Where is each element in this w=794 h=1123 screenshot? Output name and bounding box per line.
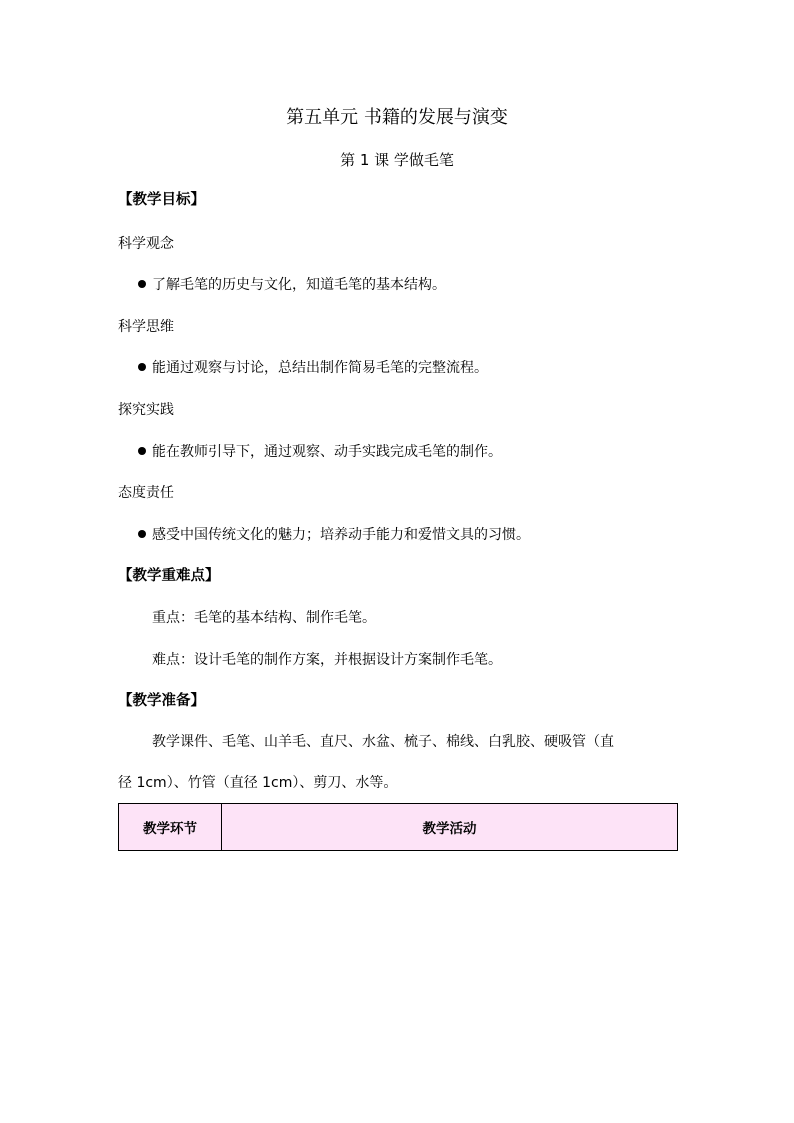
key-points-heading: 【教学重难点】 [118,568,220,584]
objectives-heading: 【教学目标】 [118,192,205,208]
objective-text: 感受中国传统文化的魅力；培养动手能力和爱惜文具的习惯。 [152,527,530,543]
lesson-plan-table [118,803,678,851]
objective-text: 能通过观察与讨论，总结出制作简易毛笔的完整流程。 [152,360,488,376]
preparation-text-line-1: 教学课件、毛笔、山羊毛、直尺、水盆、梳子、棉线、白乳胶、硬吸管（直 [152,734,614,750]
table-header-activity: 教学活动 [222,804,678,851]
bullet-dot-icon [138,447,146,455]
preparation-heading: 【教学准备】 [118,693,205,709]
key-point-focus: 重点：毛笔的基本结构、制作毛笔。 [152,610,376,626]
objective-category: 科学思维 [118,319,174,335]
objective-category: 态度责任 [118,485,174,501]
objective-category: 探究实践 [118,402,174,418]
key-point-difficulty: 难点：设计毛笔的制作方案，并根据设计方案制作毛笔。 [152,652,502,668]
table-header-stage: 教学环节 [119,804,222,851]
bullet-dot-icon [138,530,146,538]
lesson-title: 第 1 课 学做毛笔 [340,151,454,169]
bullet-dot-icon [138,363,146,371]
objective-bullet [138,442,502,462]
table-header-row [119,804,678,851]
objective-bullet [138,358,488,378]
preparation-text-line-2: 径 1cm）、竹管（直径 1cm）、剪刀、水等。 [118,775,398,791]
objective-bullet [138,525,530,545]
unit-title: 第五单元 书籍的发展与演变 [286,107,508,128]
objective-text: 能在教师引导下，通过观察、动手实践完成毛笔的制作。 [152,444,502,460]
objective-text: 了解毛笔的历史与文化，知道毛笔的基本结构。 [152,277,446,293]
objective-category: 科学观念 [118,236,174,252]
bullet-dot-icon [138,280,146,288]
objective-bullet [138,275,446,295]
